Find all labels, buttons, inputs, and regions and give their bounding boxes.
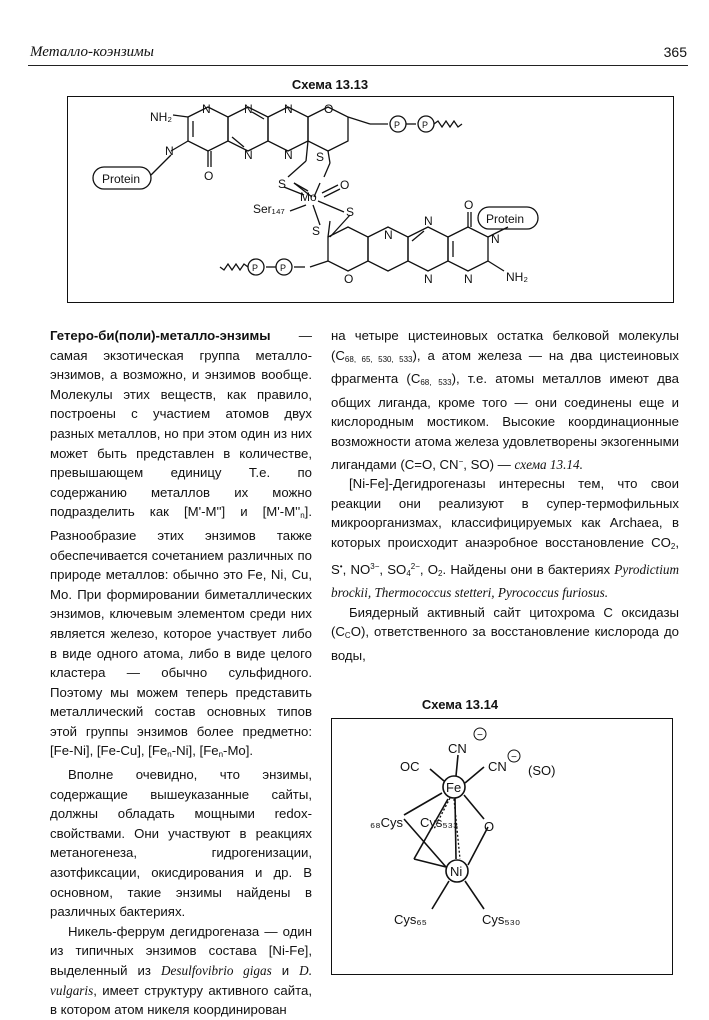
scheme-13-13-caption: Схема 13.13 bbox=[291, 77, 369, 92]
right-text-column bbox=[331, 326, 679, 666]
protein-right-label: Protein bbox=[486, 212, 525, 226]
scheme-13-14-caption: Схема 13.14 bbox=[421, 697, 499, 712]
text: , имеет структуру активного сайта, в котором атом никеля координирован bbox=[50, 982, 312, 1018]
o-atom-label: O bbox=[324, 102, 334, 116]
cn-charge-minus: − bbox=[477, 730, 483, 741]
paragraph bbox=[331, 603, 679, 666]
running-header: Металло-коэнзимы bbox=[30, 44, 154, 60]
cys68-label: ₆₈Cys bbox=[370, 815, 404, 830]
subscript: 68, 533 bbox=[420, 378, 452, 388]
subscript: 2 bbox=[438, 568, 443, 578]
text: -Ni], [Fe bbox=[171, 743, 219, 759]
nh2-top-label: NH₂ bbox=[150, 110, 172, 124]
page-number: 365 bbox=[663, 44, 687, 60]
o-atom-label: O bbox=[464, 198, 474, 212]
subscript: 2 bbox=[670, 541, 676, 551]
text: на четыре цистеиновых остатка белковой молекулы (C bbox=[331, 328, 679, 363]
text: , NO bbox=[342, 561, 371, 577]
superscript: 3− bbox=[370, 561, 380, 571]
superscript: − bbox=[458, 456, 464, 466]
species-name: D. vulgaris bbox=[50, 963, 312, 998]
species-name: Desulfovibrio gigas bbox=[160, 963, 272, 978]
subscript: n bbox=[218, 750, 224, 760]
left-text-column bbox=[50, 326, 312, 1020]
text: ]. Разнообразие этих энзимов также обеспечивается сочетанием различных по природе металлов: обычно это Fe, Ni, Cu, Mo. При формировании биметаллических энзимов, ключевым элементом среди них является железо, которое участвует либо в виде одного атома, либо в виде целого кластера — обычно сульфидного. Поэтому мы можем теперь представить металлический состав основных типов этой группы энзимов более предметно: [Fe-Ni], [Fe-Cu], [Fe bbox=[50, 504, 312, 759]
phosphate-label: P bbox=[252, 263, 259, 273]
phosphate-label: P bbox=[280, 263, 287, 273]
nh2-bottom-label: NH₂ bbox=[506, 270, 528, 284]
text: , S bbox=[331, 534, 679, 577]
n-atom-label: N bbox=[202, 102, 211, 116]
lower-pyrazine-ring bbox=[408, 227, 448, 271]
subscript: n bbox=[167, 750, 172, 760]
cys530-label: Cys₅₃₀ bbox=[482, 912, 521, 927]
header-rule bbox=[28, 65, 688, 66]
term-hetero-bimetallo: Гетеро-би(поли)-металло-энзимы bbox=[50, 328, 271, 343]
lower-pyrimidine-ring bbox=[448, 227, 488, 271]
o-atom-label: O bbox=[340, 178, 350, 192]
subscript: C bbox=[344, 631, 351, 641]
text: [Ni-Fe]-Дегидрогеназы интересны тем, что свои реакции они реализуют в супер-термофильных микроорганизмах, классифицируемых как Archaea, в которых происходит анаэробное восстановление CO bbox=[331, 476, 679, 550]
ser147-label: Ser₁₄₇ bbox=[253, 202, 285, 216]
paragraph: Вполне очевидно, что энзимы, содержащие вышеуказанные сайты, должны обладать мощными redox-свойствами. Они участвуют в реакциях метаногенеза, гидрогенизации, азотфиксации, окисдирования и др. В основном, такие энзимы найдены в различных бактериях. bbox=[50, 767, 312, 920]
subscript: n bbox=[300, 511, 305, 521]
n-atom-label: N bbox=[284, 102, 293, 116]
paragraph bbox=[50, 326, 312, 765]
paragraph bbox=[331, 326, 679, 474]
scheme-reference: схема 13.14. bbox=[514, 456, 583, 472]
subscript: 68, 65, 530, 533 bbox=[344, 354, 413, 364]
species-names: Pyrodictium brockii, Thermococcus stetteri, Pyrococcus furiosus. bbox=[331, 561, 679, 601]
cn-charge-minus: − bbox=[511, 752, 517, 763]
n-atom-label: N bbox=[244, 148, 253, 162]
o-atom-label: O bbox=[344, 272, 354, 286]
s-atom-label: S bbox=[312, 224, 321, 238]
n-atom-label: N bbox=[284, 148, 293, 162]
ni-atom-label: Ni bbox=[450, 864, 463, 879]
n-atom-label: N bbox=[384, 228, 393, 242]
lower-pyran-ring bbox=[328, 227, 368, 271]
subscript: 4 bbox=[406, 568, 411, 578]
n-atom-label: N bbox=[491, 232, 500, 246]
text: ), а атом железа — на два цистеиновых фрагмента (C bbox=[331, 347, 679, 387]
phosphate-label: P bbox=[394, 120, 401, 130]
n-atom-label: N bbox=[424, 214, 433, 228]
n-atom-label: N bbox=[424, 272, 433, 286]
fe-atom-label: Fe bbox=[446, 780, 462, 795]
bridging-o-label: O bbox=[484, 819, 495, 834]
cn-right-label: CN bbox=[488, 759, 507, 774]
scheme-13-14-structure bbox=[332, 719, 672, 974]
n-atom-label: N bbox=[464, 272, 473, 286]
scheme-13-14-frame bbox=[331, 718, 673, 975]
oc-ligand-label: OC bbox=[400, 759, 420, 774]
text: — самая экзотическая группа металло-энзимов, а возможно, и энзимов вообще. Молекулы этих веществ, как правило, построены с участием атомов двух разных металлов, но при этом один из них может быть представлен в количестве, превышающем единицу Т.е. по содержанию металлов их можно подразделить как [M'-M''] и [M'-M'' bbox=[50, 328, 312, 520]
text: и bbox=[271, 963, 300, 978]
n-atom-label: N bbox=[165, 144, 174, 158]
protein-left-label: Protein bbox=[102, 172, 141, 186]
s-atom-label: S bbox=[278, 177, 287, 191]
n-atom-label: N bbox=[244, 102, 253, 116]
paragraph bbox=[50, 922, 312, 1020]
superscript: • bbox=[339, 561, 343, 571]
text: , O bbox=[419, 561, 439, 577]
text: -Mo]. bbox=[223, 743, 254, 759]
text: , SO bbox=[379, 561, 407, 577]
text: Никель-феррум дегидрогеназа — один из типичных энзимов состава [Ni-Fe], выделенный из bbox=[50, 923, 312, 978]
superscript: 2− bbox=[410, 561, 420, 571]
cys65-label: Cys₆₅ bbox=[394, 912, 427, 927]
text: . Найдены они в бактериях bbox=[442, 561, 615, 577]
text: Биядерный активный сайт цитохрома C оксидазы (C bbox=[331, 604, 679, 640]
text: , SO) — bbox=[463, 456, 515, 472]
cys533-label: Cys₅₃₃ bbox=[420, 815, 459, 830]
phosphate-label: P bbox=[422, 120, 429, 130]
text: ), т.е. атомы металлов имеют два общих лиганда, кроме того — они соединены еще и кислородным мостиком. Высокие координационные возможности атома железа удовлетворены экзогенными лигандами (C=O, CN bbox=[331, 371, 679, 472]
s-atom-label: S bbox=[346, 205, 355, 219]
mo-atom-label: Mo bbox=[300, 190, 317, 204]
o-atom-label: O bbox=[204, 169, 214, 183]
so-ligand-label: (SO) bbox=[528, 763, 556, 778]
scheme-13-13-frame bbox=[67, 96, 674, 303]
scheme-13-13-structure bbox=[68, 97, 673, 302]
paragraph bbox=[331, 474, 679, 603]
text: O), ответственного за восстановление кислорода до воды, bbox=[331, 624, 679, 663]
cn-top-label: CN bbox=[448, 741, 467, 756]
s-atom-label: S bbox=[316, 150, 325, 164]
